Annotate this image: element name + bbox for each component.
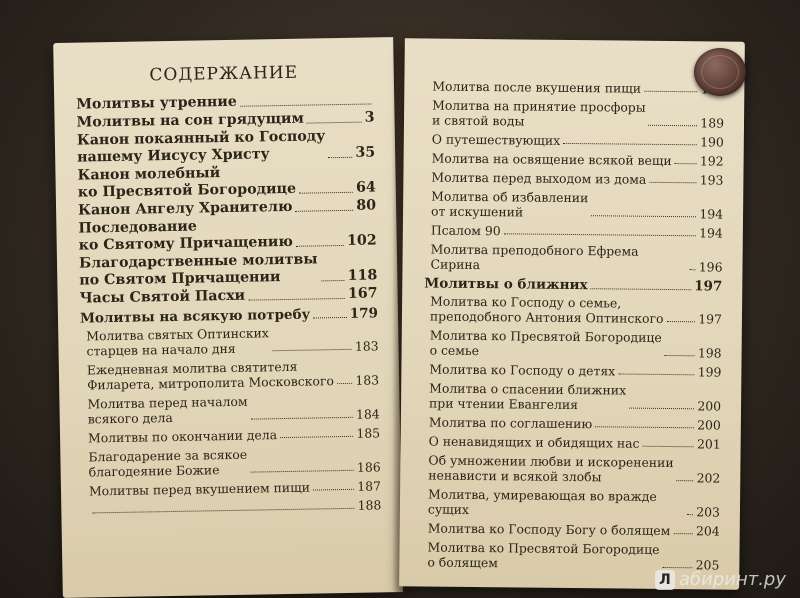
toc-entry <box>422 486 720 519</box>
toc-entry <box>81 391 379 426</box>
toc-entry-title: Молитва о спасении ближних при чтении Евангелия <box>428 380 627 413</box>
toc-leader-dots <box>307 122 362 124</box>
toc-entry-title: Молитва, умиревающая во вражде сущих <box>427 486 657 517</box>
toc-entry <box>426 78 724 96</box>
toc-entry-page: 204 <box>696 523 720 539</box>
toc-entry-page: 193 <box>699 172 724 188</box>
toc-entry-title: Молитва ко Господу о семье, преподобного Антония Оптинского <box>429 293 664 326</box>
toc-leader-dots <box>296 210 354 212</box>
toc-entry <box>81 357 379 392</box>
toc-entry <box>421 539 719 572</box>
toc-entry-page: 196 <box>698 259 723 275</box>
toc-entry <box>424 275 722 294</box>
toc-entry <box>424 327 722 360</box>
toc-entry-page: 198 <box>697 345 722 361</box>
toc-entry-title: Молитва ко Господу о детях <box>429 361 616 379</box>
toc-leader-dots <box>337 383 353 384</box>
toc-leader-dots <box>673 533 693 534</box>
toc-leader-dots <box>563 143 697 145</box>
toc-entry <box>426 131 724 149</box>
toc-leader-dots <box>648 125 697 127</box>
toc-entry <box>423 433 721 451</box>
toc-entry-title: Молитва перед выходом из дома <box>431 169 647 187</box>
toc-leader-dots <box>272 349 352 351</box>
toc-entry-page: 194 <box>699 206 724 222</box>
toc-leader-dots <box>595 426 694 428</box>
toc-leader-dots <box>92 508 354 514</box>
toc-entry <box>423 380 721 413</box>
toc-leader-dots <box>280 436 353 438</box>
toc-entry-title: Благодарственные молитвы по Святом Причащении <box>78 251 318 289</box>
toc-entry <box>426 150 724 168</box>
toc-entry-title: Молитва по соглашению <box>428 414 593 432</box>
toc-entry-title: О путешествующих <box>431 131 561 148</box>
watermark-mark: Л <box>655 570 675 590</box>
toc-entry <box>77 127 376 166</box>
toc-entry <box>425 188 723 221</box>
toc-entry-title: Молитва преподобного Ефрема Сирина <box>430 241 639 273</box>
toc-entry-page: 80 <box>356 197 377 214</box>
toc-leader-dots <box>629 408 694 410</box>
toc-left <box>76 91 381 521</box>
toc-entry <box>83 497 381 517</box>
toc-entry-title: Молитва перед началом всякого дела <box>87 393 248 427</box>
toc-entry-page: 186 <box>356 459 381 475</box>
toc-entry <box>77 162 376 201</box>
toc-entry-page: 185 <box>356 425 381 441</box>
toc-leader-dots <box>248 298 345 301</box>
toc-leader-dots <box>644 91 698 93</box>
toc-entry <box>83 478 381 498</box>
toc-leader-dots <box>618 373 695 375</box>
toc-entry-title: Об умножении любви и искоренении ненависти и всякой злобы <box>428 452 674 485</box>
toc-leader-dots <box>690 269 696 270</box>
toc-entry-page: 190 <box>700 134 724 150</box>
toc-leader-dots <box>329 157 353 158</box>
toc-entry <box>425 169 723 187</box>
toc-entry <box>425 222 723 240</box>
coin <box>694 48 746 96</box>
toc-leader-dots <box>675 163 697 164</box>
toc-entry-title: Канон покаянный ко Господу нашему Иисусу Христу <box>76 128 326 166</box>
toc-entry-title: Молитвы на всякую потребу <box>79 306 311 327</box>
page-heading: СОДЕРЖАНИЕ <box>149 62 299 86</box>
left-page <box>53 37 403 598</box>
toc-entry-title: Молитвы утренние <box>76 93 238 113</box>
toc-leader-dots <box>649 182 696 183</box>
toc-right <box>421 78 724 576</box>
toc-entry-page: 184 <box>355 406 380 422</box>
toc-entry-page: 200 <box>697 398 722 414</box>
toc-entry <box>424 241 722 274</box>
toc-leader-dots <box>313 489 354 491</box>
toc-entry-page: 199 <box>697 364 722 380</box>
toc-entry-page: 187 <box>357 478 382 494</box>
toc-entry-title: Молитва об избавлении от искушений <box>430 188 589 220</box>
toc-entry-title: Молитвы перед вкушением пищи <box>88 479 311 499</box>
toc-entry-title: О ненавидящих и обидящих нас <box>428 433 640 451</box>
toc-entry-page: 200 <box>697 417 721 433</box>
toc-entry <box>78 215 377 254</box>
toc-entry-title: Молитва ко Господу Богу о болящем <box>427 520 671 539</box>
toc-leader-dots <box>591 215 696 217</box>
toc-leader-dots <box>591 288 692 290</box>
toc-leader-dots <box>296 245 344 247</box>
toc-leader-dots <box>299 192 353 194</box>
toc-entry-title: Молитва на освящение всякой вещи <box>431 150 672 169</box>
toc-entry-title: Молитвы по окончании дела <box>87 427 278 446</box>
right-page <box>399 38 745 590</box>
toc-leader-dots <box>313 317 347 319</box>
toc-entry-title: Последование ко Святому Причащению <box>78 218 293 254</box>
toc-entry <box>426 97 724 130</box>
toc-entry-title: Молитва ко Пресвятой Богородице о болящем <box>427 539 660 571</box>
toc-leader-dots <box>666 321 695 322</box>
toc-entry-page: 201 <box>696 436 721 452</box>
toc-entry-title: Молитва на принятие просфоры и святой воды <box>431 97 646 129</box>
toc-entry-page: 183 <box>355 372 380 388</box>
toc-entry-page: 179 <box>349 305 379 322</box>
toc-leader-dots <box>665 355 695 356</box>
toc-entry-page: 183 <box>354 338 379 354</box>
toc-entry-title: Молитвы о ближних <box>424 275 588 294</box>
toc-entry-page: 203 <box>696 504 721 520</box>
toc-leader-dots <box>321 280 345 281</box>
toc-entry <box>79 250 378 289</box>
toc-leader-dots <box>687 514 693 515</box>
toc-leader-dots <box>250 470 354 473</box>
toc-leader-dots <box>504 233 697 236</box>
toc-entry-page: 118 <box>347 267 378 284</box>
toc-entry <box>424 293 722 326</box>
toc-entry-title: Молитва после вкушения пищи <box>432 78 642 96</box>
toc-entry-title: Благодарение за всякое благодеяние Божие <box>88 446 248 480</box>
toc-entry-page: 188 <box>357 497 382 513</box>
toc-entry-title: Молитва ко Пресвятой Богородице о семье <box>429 327 662 359</box>
toc-entry-page: 205 <box>695 557 720 573</box>
toc-entry-page: 197 <box>694 278 723 295</box>
toc-entry-page: 3 <box>364 109 375 126</box>
toc-entry-page: 35 <box>355 144 376 161</box>
toc-leader-dots <box>251 417 353 420</box>
toc-leader-dots <box>642 446 694 448</box>
toc-entry-page: 102 <box>346 232 377 249</box>
toc-entry <box>82 444 380 479</box>
toc-entry <box>422 520 720 538</box>
toc-entry-page: 197 <box>698 311 723 327</box>
toc-entry-page: 64 <box>355 179 376 196</box>
toc-entry <box>423 361 721 379</box>
toc-entry-title: Канон молебный ко Пресвятой Богородице <box>77 165 297 201</box>
toc-entry <box>82 425 380 445</box>
toc-entry-title: Канон Ангелу Хранителю <box>77 198 293 219</box>
toc-entry-title: Молитвы на сон грядущим <box>76 110 304 131</box>
toc-entry-title: Молитва святых Оптинских старцев на начало дня <box>86 325 269 359</box>
toc-entry-page: 192 <box>699 153 724 169</box>
toc-leader-dots <box>676 480 693 481</box>
watermark-logo <box>655 569 786 590</box>
toc-entry <box>80 323 378 358</box>
toc-entry-page: 189 <box>700 115 725 131</box>
toc-entry-page: 167 <box>347 285 378 302</box>
watermark-text: абиринт.ру <box>678 569 786 590</box>
toc-leader-dots <box>240 103 371 106</box>
toc-entry-title: Часы Святой Пасхи <box>79 287 246 307</box>
toc-entry <box>422 452 720 485</box>
toc-entry-page: 194 <box>699 225 723 241</box>
toc-entry-page: 202 <box>696 470 721 486</box>
toc-entry-title: Псалом 90 <box>430 222 501 239</box>
toc-entry-title: Ежедневная молитва святителя Филарета, митрополита Московского <box>86 358 334 393</box>
toc-entry <box>423 414 721 432</box>
